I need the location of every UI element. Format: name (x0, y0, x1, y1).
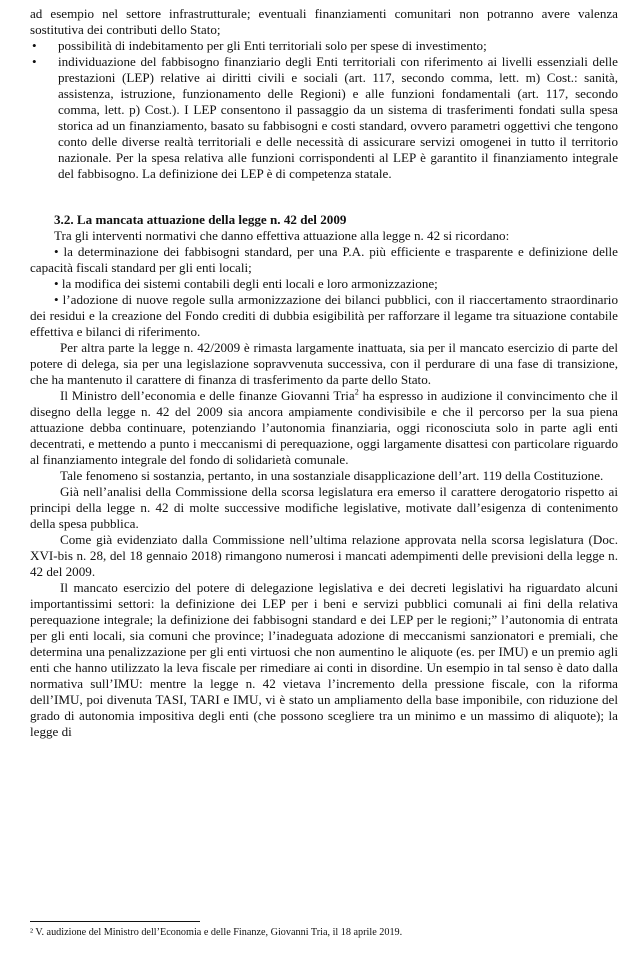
footnote: ² V. audizione del Ministro dell’Economia e delle Finanze, Giovanni Tria, il 18 aprile 2019. (30, 927, 403, 938)
bullet-text: possibilità di indebitamento per gli Enti territoriali solo per spese di investimento; (58, 38, 487, 53)
section-item: • la modifica dei sistemi contabili degli enti locali e loro armonizzazione; (54, 276, 438, 291)
paragraph-4: Già nell’analisi della Commissione della scorsa legislatura era emerso il carattere derogatorio rispetto ai principi della legge n. 42 di molte successive modifiche legislative, motivate dall’esigenza di contenimento della spesa pubblica. (30, 484, 618, 531)
paragraph-5: Come già evidenziato dalla Commissione nell’ultima relazione approvata nella scorsa legislatura (Doc. XVI-bis n. 28, del 18 gennaio 2018) rimangono numerosi i mancati adempimenti delle previsioni della legge n. 42 del 2009. (30, 532, 618, 579)
section-item: • l’adozione di nuove regole sulla armonizzazione dei bilanci pubblici, con il riaccertamento straordinario dei residui e la creazione del Fondo crediti di dubbia esigibilità per rafforzare il legame tra situazione contabile effettiva e bilanci di riferimento. (30, 292, 618, 339)
document-page (30, 6, 618, 740)
section-intro: Tra gli interventi normativi che danno effettiva attuazione alla legge n. 42 si ricordano: (54, 228, 510, 243)
paragraph-6: Il mancato esercizio del potere di delegazione legislativa e dei decreti legislativi ha riguardato alcuni importantissimi settori: la definizione dei LEP per i beni e servizi pubblici comunali ai fini della relativa perequazione integrale; la definizione dei fabbisogni standard e dei LEP per le regioni;” l’autonomia di entrata per gli enti locali, sia comuni che province; l’inadeguata adozione di meccanismi sanzionatori e premiali, che determina una penalizzazione per gli enti virtuosi che non aumentino le aliquote (es. per IMU) e un premio agli enti che hanno utilizzato la leva fiscale per rimediare ai conti in disordine. Un esempio in tal senso è dato dalla normativa sull’IMU: mentre la legge n. 42 vietava l’incremento della pressione fiscale, con la riforma dell’IMU, poi divenuta TASI, TARI e IMU, vi è stato un ampliamento della base imponibile, con riduzione del grado di autonomia impositiva degli enti (che possono scegliere tra un minimo e un massimo di aliquote); la legge di (30, 580, 618, 739)
paragraph-2-text-a: Il Ministro dell’economia e delle finanze Giovanni Tria (60, 388, 355, 403)
paragraph-3: Tale fenomeno si sostanzia, pertanto, in una sostanziale disapplicazione dell’art. 119 della Costituzione. (60, 468, 604, 483)
bullet-text: individuazione del fabbisogno finanziario degli Enti territoriali con riferimento ai livelli essenziali delle prestazioni (LEP) relative ai diritti civili e sociali (art. 117, secondo comma, lett. m) Cost.: sanità, assistenza, istruzione, funzionamento delle Regioni) e alle funzioni fondamentali (art. 117, secondo comma, lett. p) Cost.). I LEP consentono il passaggio da un sistema di trasferimenti fondati sulla spesa storica ad un finanziamento, basato su fabbisogni e costi standard, ovvero parametri oggettivi che tengono conto delle diverse realtà territoriali e delle necessità di assicurare servizi omogenei in tutto il territorio nazionale. Per la spesa relativa alle funzioni corrispondenti al LEP è garantito il finanziamento integrale del fabbisogno. La definizione dei LEP è di competenza statale. (58, 54, 618, 181)
bullet-icon: • (32, 38, 37, 53)
bullet-list (30, 38, 618, 182)
section-heading: 3.2. La mancata attuazione della legge n. 42 del 2009 (54, 212, 347, 227)
bullet-item (30, 38, 618, 54)
paragraph-2-text-b: ha espresso in audizione il convincimento che il disegno della legge n. 42 del 2009 sia ancora ampiamente condivisibile e che il percorso per la sua piena attuazione debba continuare, potenziando l’autonomia finanziaria, oggi riconosciuta solo in parte agli enti decentrati, e mettendo a punto i meccanismi di perequazione, oggi largamente disattesi con particolare riguardo al finanziamento integrale del fondo di solidarietà comunale. (30, 388, 618, 467)
paragraph-1: Per altra parte la legge n. 42/2009 è rimasta largamente inattuata, sia per il mancato esercizio di parte del potere di delega, sia per una legislazione sopravvenuta successiva, con il perdurare di una fase di transizione, che ha mantenuto il carattere di finanza di trasferimento da parte dello Stato. (30, 340, 618, 387)
section-item: • la determinazione dei fabbisogni standard, per una P.A. più efficiente e trasparente e definizione delle capacità fiscali standard per gli enti locali; (30, 244, 618, 275)
bullet-icon: • (32, 54, 37, 69)
bullet-item (30, 54, 618, 182)
footnote-ref[interactable]: 2 (354, 387, 359, 397)
intro-continuation: ad esempio nel settore infrastrutturale; eventuali finanziamenti comunitari non potranno avere valenza sostitutiva dei contributi dello Stato; (30, 6, 618, 37)
paragraph-2 (30, 388, 618, 468)
footnote-divider (30, 921, 200, 922)
